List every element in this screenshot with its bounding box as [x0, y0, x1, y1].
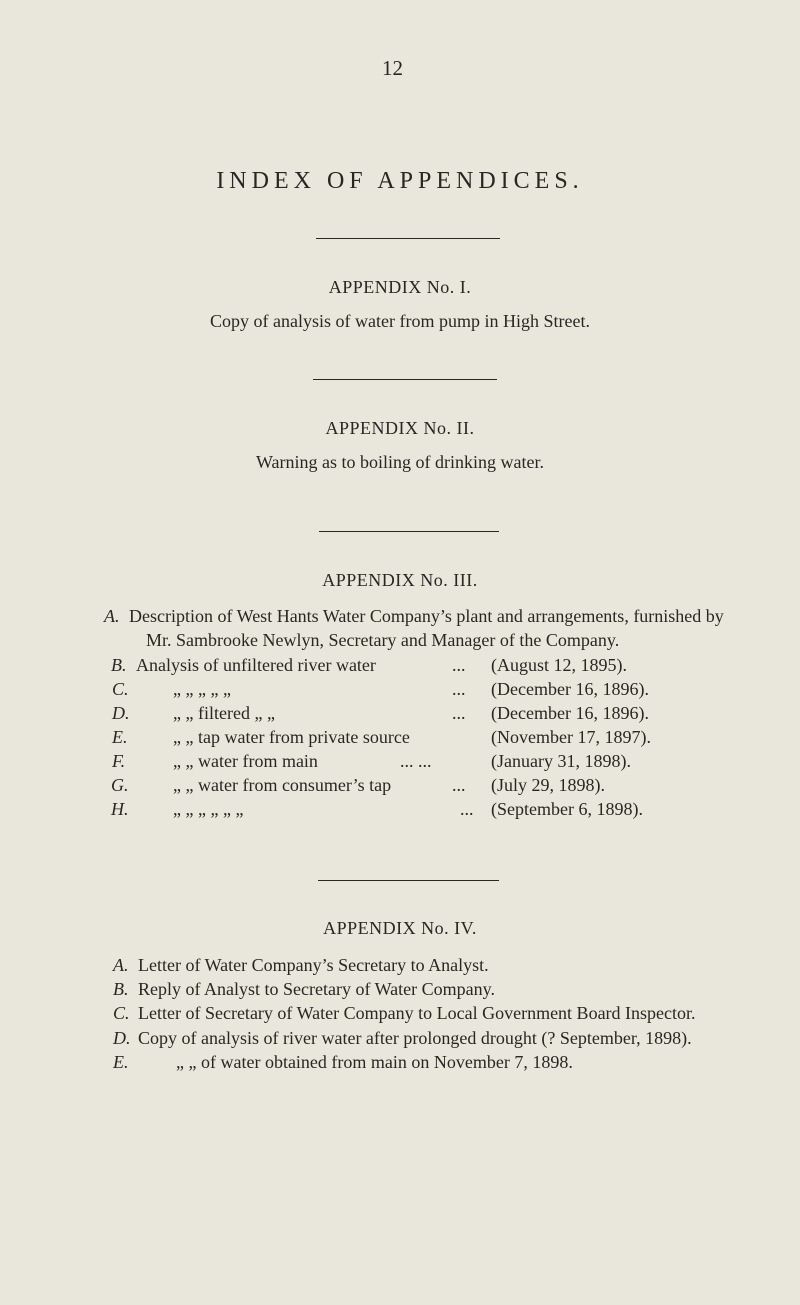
appendix-4-item-letter: B.: [113, 979, 129, 999]
appendix-1-heading: APPENDIX No. I.: [328, 277, 472, 297]
appendix-4-item-text: Letter of Water Company’s Secretary to Analyst.: [138, 955, 489, 975]
appendix-4-item-letter: D.: [113, 1028, 131, 1048]
appendix-3-item-letter: B.: [111, 655, 127, 675]
appendix-3-item-text: „ „ tap water from private source: [173, 727, 410, 747]
appendix-2-text: Warning as to boiling of drinking water.: [256, 452, 544, 472]
appendix-1-text: Copy of analysis of water from pump in High Street.: [210, 311, 590, 331]
appendix-2-heading: APPENDIX No. II.: [325, 418, 475, 438]
appendix-4-item-text: Letter of Secretary of Water Company to Local Government Board Inspector.: [138, 1003, 696, 1023]
divider: [313, 379, 497, 380]
appendix-3-item-date: (December 16, 1896).: [491, 703, 649, 723]
appendix-4-item-letter: A.: [113, 955, 129, 975]
appendix-4-item-letter: E.: [113, 1052, 129, 1072]
appendix-4-heading: APPENDIX No. IV.: [323, 918, 477, 938]
divider: [319, 531, 499, 532]
appendix-3-item-letter: G.: [111, 775, 129, 795]
appendix-3-item-date: (December 16, 1896).: [491, 679, 649, 699]
appendix-3-item-letter: H.: [111, 799, 129, 819]
appendix-4-item-text: Reply of Analyst to Secretary of Water Company.: [138, 979, 495, 999]
appendix-3-item-date: (January 31, 1898).: [491, 751, 631, 771]
appendix-4-item-text: Copy of analysis of river water after prolonged drought (? September, 1898).: [138, 1028, 692, 1048]
page-title: INDEX OF APPENDICES.: [216, 168, 584, 194]
appendix-3-item-letter: E.: [112, 727, 128, 747]
leader-dots: ... ...: [400, 751, 432, 771]
appendix-3-item-text: „ „ „ „ „: [173, 679, 231, 699]
leader-dots: ...: [452, 703, 466, 723]
appendix-3-item-letter: D.: [112, 703, 130, 723]
appendix-3-item-date: (November 17, 1897).: [491, 727, 651, 747]
divider: [316, 238, 500, 239]
leader-dots: ...: [452, 655, 466, 675]
page-number: 12: [382, 56, 403, 80]
appendix-3-item-text: „ „ filtered „ „: [173, 703, 275, 723]
appendix-3-item-date: (September 6, 1898).: [491, 799, 643, 819]
appendix-3-item-letter: C.: [112, 679, 129, 699]
appendix-3-item-text: „ „ „ „ „ „: [173, 799, 244, 819]
appendix-3-item-date: (August 12, 1895).: [491, 655, 627, 675]
appendix-3-item-text: „ „ water from consumer’s tap: [173, 775, 392, 795]
divider: [318, 880, 499, 881]
leader-dots: ...: [452, 775, 466, 795]
appendix-3-item-text: Analysis of unfiltered river water: [136, 655, 376, 675]
appendix-3-item-text: Description of West Hants Water Company’s plant and arrangements, furnished by: [129, 606, 724, 626]
appendix-4-item-letter: C.: [113, 1003, 130, 1023]
appendix-3-item-date: (July 29, 1898).: [491, 775, 605, 795]
appendix-3-heading: APPENDIX No. III.: [322, 570, 478, 590]
leader-dots: ...: [460, 799, 474, 819]
appendix-3-item-letter: F.: [112, 751, 126, 771]
appendix-3-item-text: „ „ water from main: [173, 751, 318, 771]
appendix-3-item-letter: A.: [104, 606, 120, 626]
leader-dots: ...: [452, 679, 466, 699]
appendix-3-item-text-continued: Mr. Sambrooke Newlyn, Secretary and Manager of the Company.: [146, 630, 620, 650]
appendix-4-item-text: „ „ of water obtained from main on November 7, 1898.: [176, 1052, 573, 1072]
